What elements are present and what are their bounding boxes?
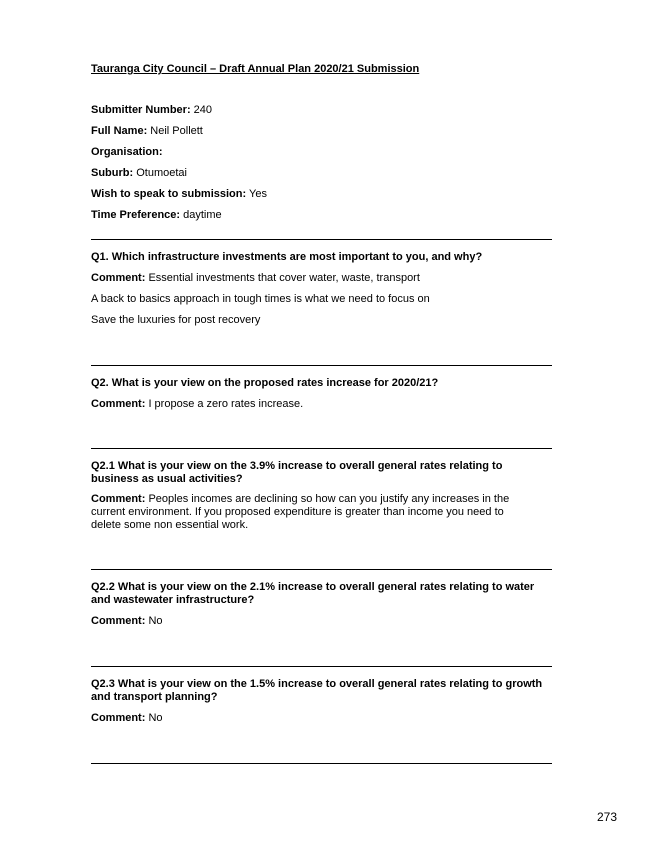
divider xyxy=(91,763,552,764)
q2-1-question: Q2.1 What is your view on the 3.9% increase to overall general rates relating to business as usual activities? xyxy=(91,460,503,485)
full-name xyxy=(91,125,203,138)
q1-comment-label: Comment: xyxy=(91,272,146,284)
divider xyxy=(91,239,552,240)
q2-1-comment-label: Comment: xyxy=(91,493,146,505)
q2-3-comment xyxy=(91,712,531,725)
q2-1-comment-text: Peoples incomes are declining so how can you justify any increases in the current environment. If you proposed expenditure is greater than income you need to delete some non essential work. xyxy=(91,493,510,531)
submitter-number-label: Submitter Number: xyxy=(91,104,191,116)
page-number: 273 xyxy=(596,810,617,824)
q2-comment xyxy=(91,398,531,411)
q2-2-comment-text: No xyxy=(145,615,163,627)
divider xyxy=(91,666,552,667)
submitter-number xyxy=(91,104,212,117)
q2-3-question: Q2.3 What is your view on the 1.5% increase to overall general rates relating to growth and transport planning? xyxy=(91,678,543,703)
submitter-number-value: 240 xyxy=(190,104,213,116)
divider xyxy=(91,365,552,366)
q1-comment-line2: A back to basics approach in tough times is what we need to focus on xyxy=(91,293,430,305)
suburb-value: Otumoetai xyxy=(133,167,187,179)
time-preference-label: Time Preference: xyxy=(91,209,181,221)
q2-question: Q2. What is your view on the proposed rates increase for 2020/21? xyxy=(91,377,439,389)
time-preference-value: daytime xyxy=(180,209,222,221)
organisation-label: Organisation: xyxy=(91,146,163,158)
divider xyxy=(91,569,552,570)
q2-3-comment-text: No xyxy=(145,712,163,724)
wish-to-speak-label: Wish to speak to submission: xyxy=(91,188,247,200)
full-name-value: Neil Pollett xyxy=(147,125,203,137)
organisation xyxy=(91,146,163,159)
suburb-label: Suburb: xyxy=(91,167,134,179)
q2-1-comment xyxy=(91,493,536,532)
time-preference xyxy=(91,209,222,222)
q1-comment-line3: Save the luxuries for post recovery xyxy=(91,314,261,326)
q1-comment-line1: Essential investments that cover water, waste, transport xyxy=(145,272,420,284)
q2-comment-text: I propose a zero rates increase. xyxy=(145,398,304,410)
full-name-label: Full Name: xyxy=(91,125,148,137)
q2-3-comment-label: Comment: xyxy=(91,712,146,724)
q1-comment xyxy=(91,272,531,285)
wish-to-speak xyxy=(91,188,267,201)
q2-2-comment xyxy=(91,615,531,628)
q1-question: Q1. Which infrastructure investments are most important to you, and why? xyxy=(91,251,483,263)
suburb xyxy=(91,167,187,180)
q2-2-question: Q2.2 What is your view on the 2.1% increase to overall general rates relating to water and wastewater infrastructure? xyxy=(91,581,535,606)
wish-to-speak-value: Yes xyxy=(246,188,267,200)
q2-2-comment-label: Comment: xyxy=(91,615,146,627)
q2-comment-label: Comment: xyxy=(91,398,146,410)
document-title: Tauranga City Council – Draft Annual Plan 2020/21 Submission xyxy=(91,63,420,75)
divider xyxy=(91,448,552,449)
